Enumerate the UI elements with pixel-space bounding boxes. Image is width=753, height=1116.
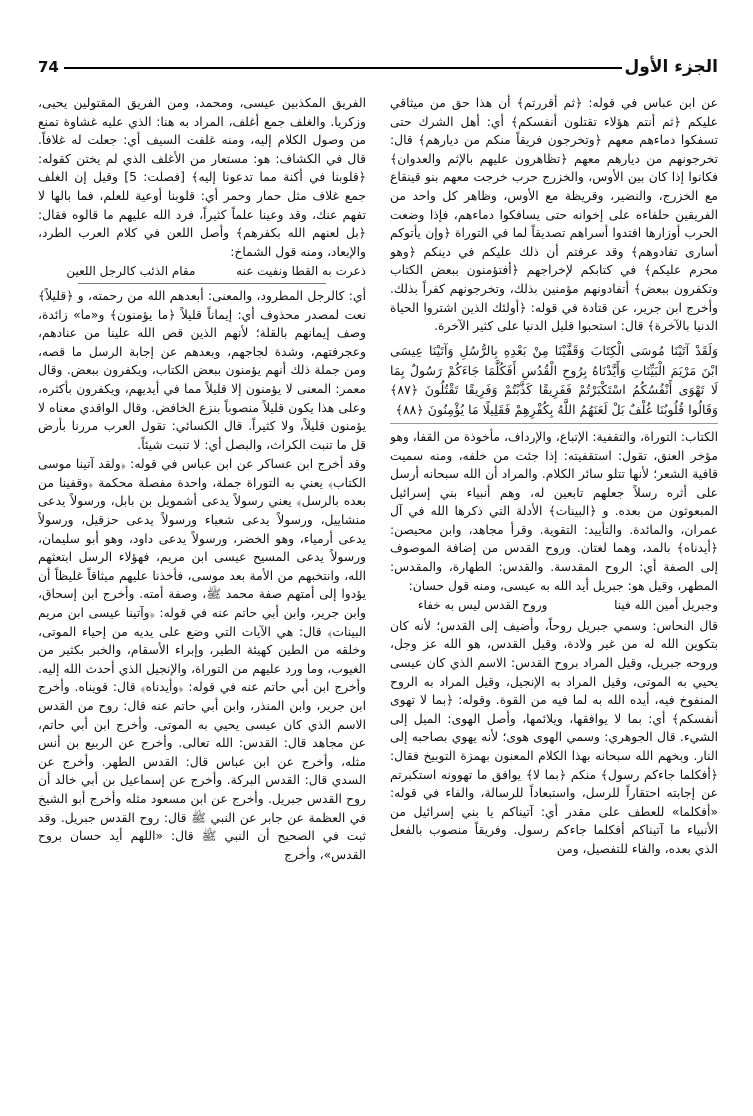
poem-first-hemistich: ذعرت به القطا ونفيت عنه bbox=[236, 264, 366, 279]
poem-verse-shammakh bbox=[38, 262, 366, 281]
poem-second-hemistich: وروح القدس ليس به خفاء bbox=[417, 598, 548, 613]
running-title: الجزء الأول bbox=[624, 57, 718, 77]
header-rule bbox=[64, 67, 622, 69]
page-header bbox=[38, 56, 718, 82]
poem-verse-hassan bbox=[390, 596, 718, 615]
right-column bbox=[390, 94, 718, 1098]
paragraph: الكتاب: التوراة، والتقفية: الإتباع، والإرداف، مأخوذة من القفا، وهو مؤخر العنق، تقول: استقفيته: إذا جئت من خلفه، ومنه سميت قافية الشعر؛ لأنها تتلو سائر الكلام. والمراد أن الله سبحانه أرسل على أثره رسلاً جعلهم تابعين له، وهم أنبياء بني إسرائيل المبعوثون من بعده. و ﴿البينات﴾ الأدلة التي ذكرها الله في آل عمران، والمائدة. والتأييد: التقوية. وقرأ مجاهد، وابن محيصن: ﴿أيدناه﴾ بالمد، وهما لغتان. وروح القدس من إضافة الموصوف إلى الصفة أي: الروح المقدسة. والقدس: الطهارة، والمقدس: المطهر، وقيل هو: جبريل أيد الله به عيسى، ومنه قول حسان: bbox=[390, 429, 718, 593]
poem-second-hemistich: مقام الذئب كالرجل اللعين bbox=[66, 264, 196, 279]
text-columns bbox=[38, 94, 718, 1098]
paragraph: عن ابن عباس في قوله: ﴿ثم أقررتم﴾ أن هذا حق من ميثاقي عليكم ﴿ثم أنتم هؤلاء تقتلون أنفسكم﴾ أي: أهل الشرك حتى تسفكوا دماءهم معهم ﴿وتخرجون فريقاً منكم من ديارهم﴾ قال: تخرجونهم من ديارهم معهم ﴿تظاهرون عليهم بالإثم والعدوان﴾ فكانوا إذا كان بين الأوس، والخزرج حرب خرجت معهم بنو قينقاع مع الخزرج، والنضير، وقريظة مع الأوس، وظاهر كل واحد من الفريقين حلفاءه على إخوانه حتى يسافكوا دماءهم، فإذا وضعت الحرب أوزارها افتدوا أسراهم تصديقاً لما في التوراة ﴿وإن يأتوكم أسارى تفادوهم﴾ وقد عرفتم أن ذلك عليكم في دينكم ﴿وهو محرم عليكم﴾ في كتابكم لإخراجهم ﴿أفتؤمنون ببعض الكتاب وتكفرون ببعض﴾ أتفادونهم مؤمنين بذلك، وتخرجونهم كفراً بذلك. وأخرج ابن جرير، عن قتادة في قوله: ﴿أولئك الذين اشتروا الحياة الدنيا بالآخرة﴾ قال: استحبوا قليل الدنيا على كثير الآخرة. bbox=[390, 96, 718, 334]
paragraph: وقد أخرج ابن عساكر عن ابن عباس في قوله: ﴿ولقد آتينا موسى الكتاب﴾ يعني به التوراة جملة، واحدة مفصلة محكمة ﴿وقفينا من بعده بالرسل﴾ يعني رسولاً يدعى أشمويل بن بابل، ورسولاً يدعى منشاييل، ورسولاً يدعى شعياء ورسولاً يدعى حزقيل، ورسولاً يدعى أرمياء، وهو الخضر، ورسولاً يدعى داود، وهو أبو سليمان، ورسولاً يدعى المسيح عيسى ابن مريم، فهؤلاء الرسل ابتعثهم الله، وانتخبهم من الأمة بعد موسى، فأخذنا عليهم ميثاقاً غليظاً أن يؤدوا إلى أمتهم صفة محمد ﷺ، وصفة أمته. وأخرج ابن إسحاق، وابن جرير، وابن أبي حاتم عنه في قوله: ﴿وآتينا عيسى ابن مريم البينات﴾ قال: هي الآيات التي وضع على يديه من إحياء الموتى، وخلقه من الطين كهيئة الطير، وإبراء الأسقام، والخبر بكثير من الغيوب، وما ورد عليهم من التوراة، والإنجيل الذي أحدث الله إليه. وأخرج ابن أبي حاتم عنه في قوله: ﴿وأيدناه﴾ قال: قويناه. وأخرج ابن جرير، وابن المنذر، وابن أبي حاتم عنه قال: روح من القدس الاسم الذي كان عيسى يحيي به الموتى. وأخرج ابن أبي حاتم، عن مجاهد قال: القدس: الله تعالى. وأخرج عن الربيع بن أنس مثله، وأخرج عن ابن عباس قال: القدس الطهر. وأخرج عن السدي قال: القدس البركة. وأخرج عن إسماعيل بن أبي خالد أن روح القدس جبريل. وأخرج عن ابن مسعود مثله وأخرج أبو الشيخ في العظمة عن جابر عن النبي ﷺ قال: روح القدس جبريل. وقد ثبت في الصحيح أن النبي ﷺ قال: «اللهم أيد حسان بروح القدس»، وأخرج bbox=[38, 457, 366, 862]
quran-verse-block: وَلَقَدْ آتَيْنَا مُوسَى الْكِتَابَ وَقَفَّيْنَا مِنْ بَعْدِهِ بِالرُّسُلِ وَآتَيْنَا عِيسَى ابْنَ مَرْيَمَ الْبَيِّنَاتِ وَأَيَّدْنَاهُ بِرُوحِ الْقُدُسِ أَفَكُلَّمَا جَاءَكُمْ رَسُولٌ بِمَا لَا تَهْوَى أَنْفُسُكُمُ اسْتَكْبَرْتُمْ فَفَرِيقًا كَذَّبْتُمْ وَفَرِيقًا تَقْتُلُونَ ﴿٨٧﴾ وَقَالُوا قُلُوبُنَا غُلْفٌ بَلْ لَعَنَهُمُ اللَّهُ بِكُفْرِهِمْ فَقَلِيلًا مَا يُؤْمِنُونَ ﴿٨٨﴾ bbox=[390, 339, 718, 424]
paragraph: أي: كالرجل المطرود، والمعنى: أبعدهم الله من رحمته، و ﴿قليلاً﴾ نعت لمصدر محذوف أي: إيماناً قليلاً ﴿ما يؤمنون﴾ و«ما» زائدة، وصف إيمانهم بالقلة؛ لأنهم الذين قص الله علينا من عنادهم، وعجرفتهم، وشدة لجاجهم، وبعدهم عن إجابة الرسل ما قصه، ومن جملة ذلك أنهم يؤمنون ببعض الكتاب، ويكفرون ببعض. وقال معمر: المعنى لا يؤمنون إلا قليلاً مما في أيديهم، ويكفرون بأكثره، وعلى هذا يكون قليلاً منصوباً بنزع الخافض. وقال الواقدي معناه لا يؤمنون قليلاً، ولا كثيراً. قال الكسائي: تقول العرب مررنا بأرض قل ما تنبت الكراث، والبصل أي: لا تنبت شيئاً. bbox=[38, 288, 366, 452]
page-number: 74 bbox=[38, 58, 59, 76]
paragraph: الفريق المكذبين عيسى، ومحمد، ومن الفريق المقتولين يحيى، وزكريا. والغلف جمع أغلف، المراد به هنا: الذي عليه غشاوة تمنع من وصول الكلام إليه، ومنه غلفت السيف أي: جعلت له غلافاً. قال في الكشاف: هو: مستعار من الأغلف الذي لم يختن كقوله: ﴿قلوبنا في أكنة مما تدعونا إليه﴾ [فصلت: 5] وقيل إن الغلف جمع غلاف مثل حمار وحمر أي: قلوبنا أوعية للعلم، فما بالها لا تفهم عنك، وقد وعينا علماً كثيراً، فرد الله عليهم ما قالوه فقال: ﴿بل لعنهم الله بكفرهم﴾ وأصل اللعن في كلام العرب الطرد، والإبعاد، ومنه قول الشماخ: bbox=[38, 96, 366, 259]
poem-separator bbox=[78, 283, 326, 284]
paragraph: قال النحاس: وسمي جبريل روحاً، وأضيف إلى القدس؛ لأنه كان بتكوين الله له من غير ولادة، وقيل القدس، هو الله عز وجل، وروحه جبريل، وقيل المراد بروح القدس: الاسم الذي كان عيسى يحيي به الموتى، وقيل المراد به الإنجيل، وقيل المراد به الروح المنفوخ فيه، أيده الله به لما فيه من القوة. وقوله: ﴿بما لا تهوى أنفسكم﴾ أي: بما لا يوافقها، ويلائمها، وأصل الهوى: الميل إلى الشيء. قال الجوهري: وسمي الهوى هوى؛ لأنه يهوي بصاحبه إلى النار. وبخهم الله سبحانه بهذا الكلام المعنون بهمزة التوبيخ فقال: ﴿أفكلما جاءكم رسول﴾ منكم ﴿بما لا﴾ يوافق ما تهوونه استكبرتم عن إجابته احتقاراً للرسل، واستبعاداً للرسالة، والفاء في قوله: «أفكلما» للعطف على مقدر أي: آتيناكم يا بني إسرائيل من الأنبياء ما آتيناكم أفكلما جاءكم رسول. وفريقاً منصوب بالفعل الذي بعده، والفاء للتفصيل، ومن bbox=[390, 618, 718, 856]
poem-first-hemistich: وجبريل أمين الله فينا bbox=[614, 598, 718, 613]
left-column bbox=[38, 94, 366, 1098]
